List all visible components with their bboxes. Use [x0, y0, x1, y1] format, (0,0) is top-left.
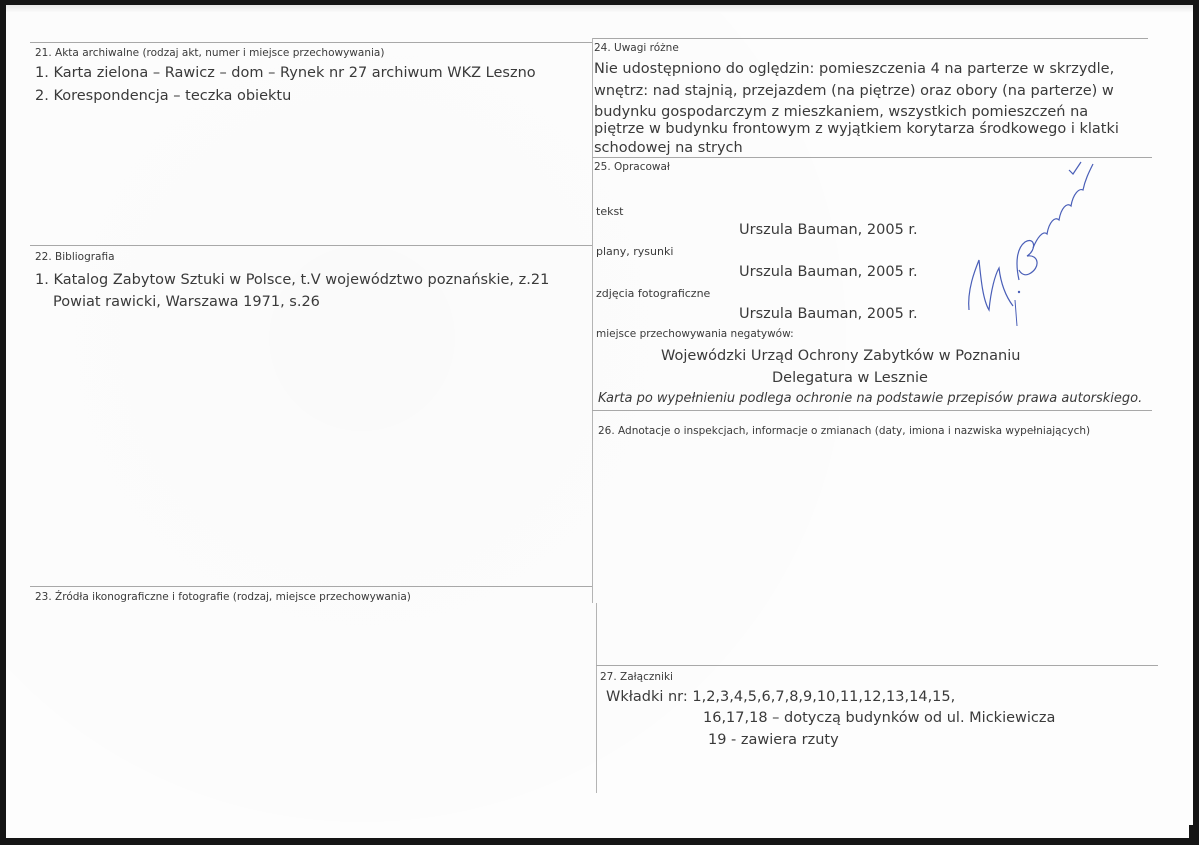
- zdjecia-value: Urszula Bauman, 2005 r.: [739, 306, 918, 322]
- section-24-line-1: Nie udostępniono do oględzin: pomieszczenia 4 na parterze w skrzydle,: [594, 61, 1115, 77]
- section-21-item-2: 2. Korespondencja – teczka obiektu: [35, 88, 292, 104]
- scan-shadow: [6, 5, 1193, 13]
- section-24-line-5: schodowej na strych: [594, 140, 743, 156]
- section-27-line-2: 16,17,18 – dotyczą budynków od ul. Mickiewicza: [703, 710, 1056, 726]
- rule-top-left: [30, 42, 592, 43]
- scan-corner: [1189, 825, 1199, 845]
- rule-23: [30, 586, 592, 587]
- column-divider: [592, 38, 593, 603]
- column-divider-lower: [596, 603, 597, 793]
- section-24-line-2: wnętrz: nad stajnią, przejazdem (na piętrze) oraz obory (na parterze) w: [594, 83, 1114, 99]
- section-25-label: 25. Opracował: [594, 161, 670, 173]
- section-21-label: 21. Akta archiwalne (rodzaj akt, numer i miejsce przechowywania): [35, 47, 385, 59]
- section-27-label: 27. Załączniki: [600, 671, 673, 683]
- rule-top-right: [592, 38, 1148, 39]
- section-27-line-1: Wkładki nr: 1,2,3,4,5,6,7,8,9,10,11,12,13,14,15,: [606, 689, 956, 705]
- plany-label: plany, rysunki: [596, 245, 674, 258]
- tekst-value: Urszula Bauman, 2005 r.: [739, 222, 918, 238]
- handwritten-signature: [955, 150, 1095, 330]
- zdjecia-label: zdjęcia fotograficzne: [596, 287, 711, 300]
- rule-27: [596, 665, 1158, 666]
- section-22-item-1: 1. Katalog Zabytow Sztuki w Polsce, t.V województwo poznańskie, z.21: [35, 272, 550, 288]
- section-21-item-1: 1. Karta zielona – Rawicz – dom – Rynek nr 27 archiwum WKZ Leszno: [35, 65, 536, 81]
- negatywy-line-1: Wojewódzki Urząd Ochrony Zabytków w Poznaniu: [661, 348, 1021, 364]
- rule-22: [30, 245, 592, 246]
- negatywy-line-2: Delegatura w Lesznie: [772, 370, 928, 386]
- tekst-label: tekst: [596, 205, 624, 218]
- copyright-note: Karta po wypełnieniu podlega ochronie na podstawie przepisów prawa autorskiego.: [598, 391, 1143, 406]
- section-22-item-1-cont: Powiat rawicki, Warszawa 1971, s.26: [53, 294, 320, 310]
- negatywy-label: miejsce przechowywania negatywów:: [596, 328, 794, 340]
- rule-26: [592, 410, 1152, 411]
- section-22-label: 22. Bibliografia: [35, 251, 115, 263]
- section-24-label: 24. Uwagi różne: [594, 42, 679, 54]
- section-27-line-3: 19 - zawiera rzuty: [708, 732, 839, 748]
- plany-value: Urszula Bauman, 2005 r.: [739, 264, 918, 280]
- section-24-line-3: budynku gospodarczym z mieszkaniem, wszystkich pomieszczeń na: [594, 104, 1089, 120]
- section-24-line-4: piętrze w budynku frontowym z wyjątkiem korytarza środkowego i klatki: [594, 121, 1119, 137]
- section-23-label: 23. Źródła ikonograficzne i fotografie (rodzaj, miejsce przechowywania): [35, 591, 411, 603]
- section-26-label: 26. Adnotacje o inspekcjach, informacje o zmianach (daty, imiona i nazwiska wypełniających): [598, 425, 1091, 437]
